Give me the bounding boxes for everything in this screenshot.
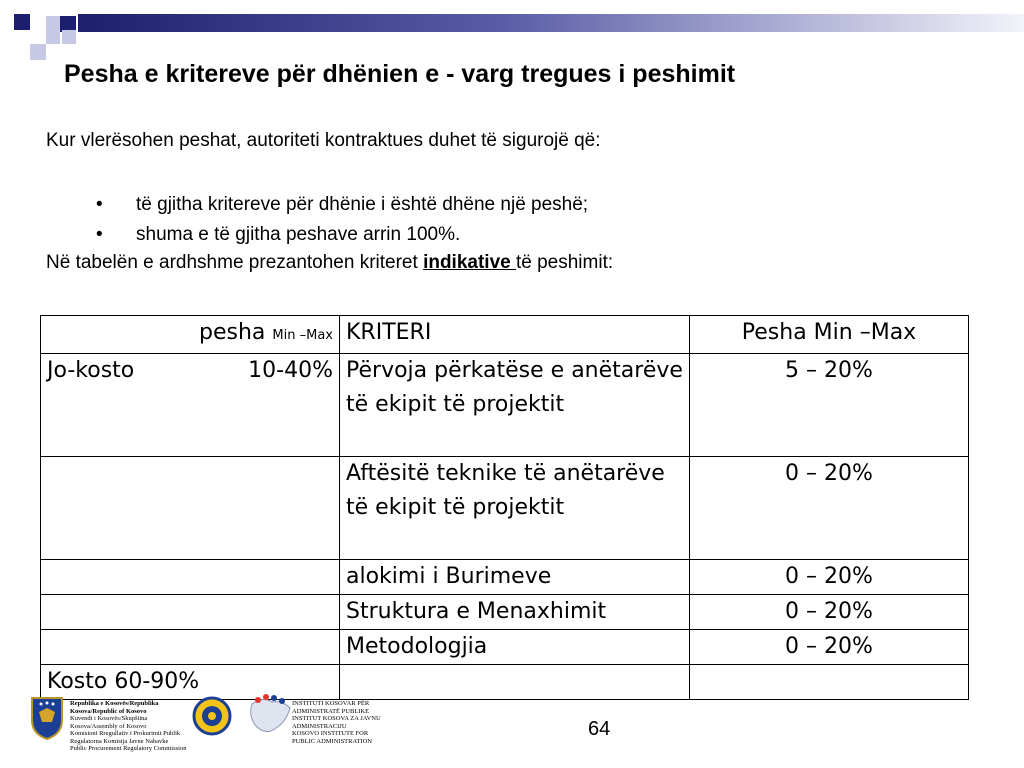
row-criterion: Struktura e Menaxhimit <box>340 595 690 630</box>
list-item: • të gjitha kritereve për dhënie i është dhëne një peshë; <box>96 192 588 222</box>
row-weight: 0 – 20% <box>690 595 969 630</box>
page-number: 64 <box>588 718 611 740</box>
header-weight: pesha Min –Max <box>41 316 340 354</box>
row-category: Kosto 60-90% <box>41 665 340 700</box>
list-item: • shuma e të gjitha peshave arrin 100%. <box>96 222 588 252</box>
row-weight: 0 – 20% <box>690 457 969 560</box>
table-row <box>41 560 969 595</box>
row-criterion: Përvoja përkatëse e anëtarëve të ekipit të projektit <box>340 354 690 457</box>
table-row <box>41 595 969 630</box>
row-criterion: Metodologjia <box>340 630 690 665</box>
header-gradient-bar <box>78 14 1024 32</box>
row-criterion: Aftësitë teknike të anëtarëve të ekipit të projektit <box>340 457 690 560</box>
table-row <box>41 630 969 665</box>
commission-logo-text: Republika e Kosovës/Republika Kosova/Republic of Kosovo Kuvendi i Kosovës/Skupština Kosova/Assembly of Kosovo Komisioni Rregullativ i Prokurimit Publik Regulatorna Komisija Javne Nabavke Public Procurement Regulatory Commission <box>70 700 187 752</box>
row-weight: 0 – 20% <box>690 560 969 595</box>
row-category <box>41 595 340 630</box>
header-criterion: KRITERI <box>340 316 690 354</box>
table-row <box>41 457 969 560</box>
table-intro-note: Në tabelën e ardhshme prezantohen kriteret indikative të peshimit: <box>46 252 614 273</box>
row-weight <box>690 665 969 700</box>
row-category: Jo-kosto 10-40% <box>41 354 340 457</box>
bullet-list <box>96 192 588 252</box>
institute-logo-icon <box>246 692 296 742</box>
kosovo-emblem-icon <box>30 696 64 740</box>
emphasis-word: indikative <box>423 252 516 273</box>
bullet-icon: • <box>96 224 103 245</box>
institute-logo-text: INSTITUTI KOSOVAR PËR ADMINISTRATË PUBLIKE INSTITUT KOSOVA ZA JAVNU ADMINISTRACIJU KOSOVO INSTITUTE FOR PUBLIC ADMINISTRATION <box>292 700 381 745</box>
row-weight: 5 – 20% <box>690 354 969 457</box>
intro-text: Kur vlerësohen peshat, autoriteti kontraktues duhet të sigurojë që: <box>46 130 601 151</box>
criteria-table <box>40 315 969 700</box>
row-category <box>41 457 340 560</box>
slide-title: Pesha e kritereve për dhënien e - varg tregues i peshimit <box>64 60 736 88</box>
row-criterion: alokimi i Burimeve <box>340 560 690 595</box>
seal-icon <box>192 696 232 736</box>
bullet-icon: • <box>96 194 103 215</box>
table-row <box>41 665 969 700</box>
row-criterion <box>340 665 690 700</box>
table-row <box>41 354 969 457</box>
header-weight-range: Pesha Min –Max <box>690 316 969 354</box>
row-category <box>41 560 340 595</box>
row-category <box>41 630 340 665</box>
row-weight: 0 – 20% <box>690 630 969 665</box>
table-header-row <box>41 316 969 354</box>
